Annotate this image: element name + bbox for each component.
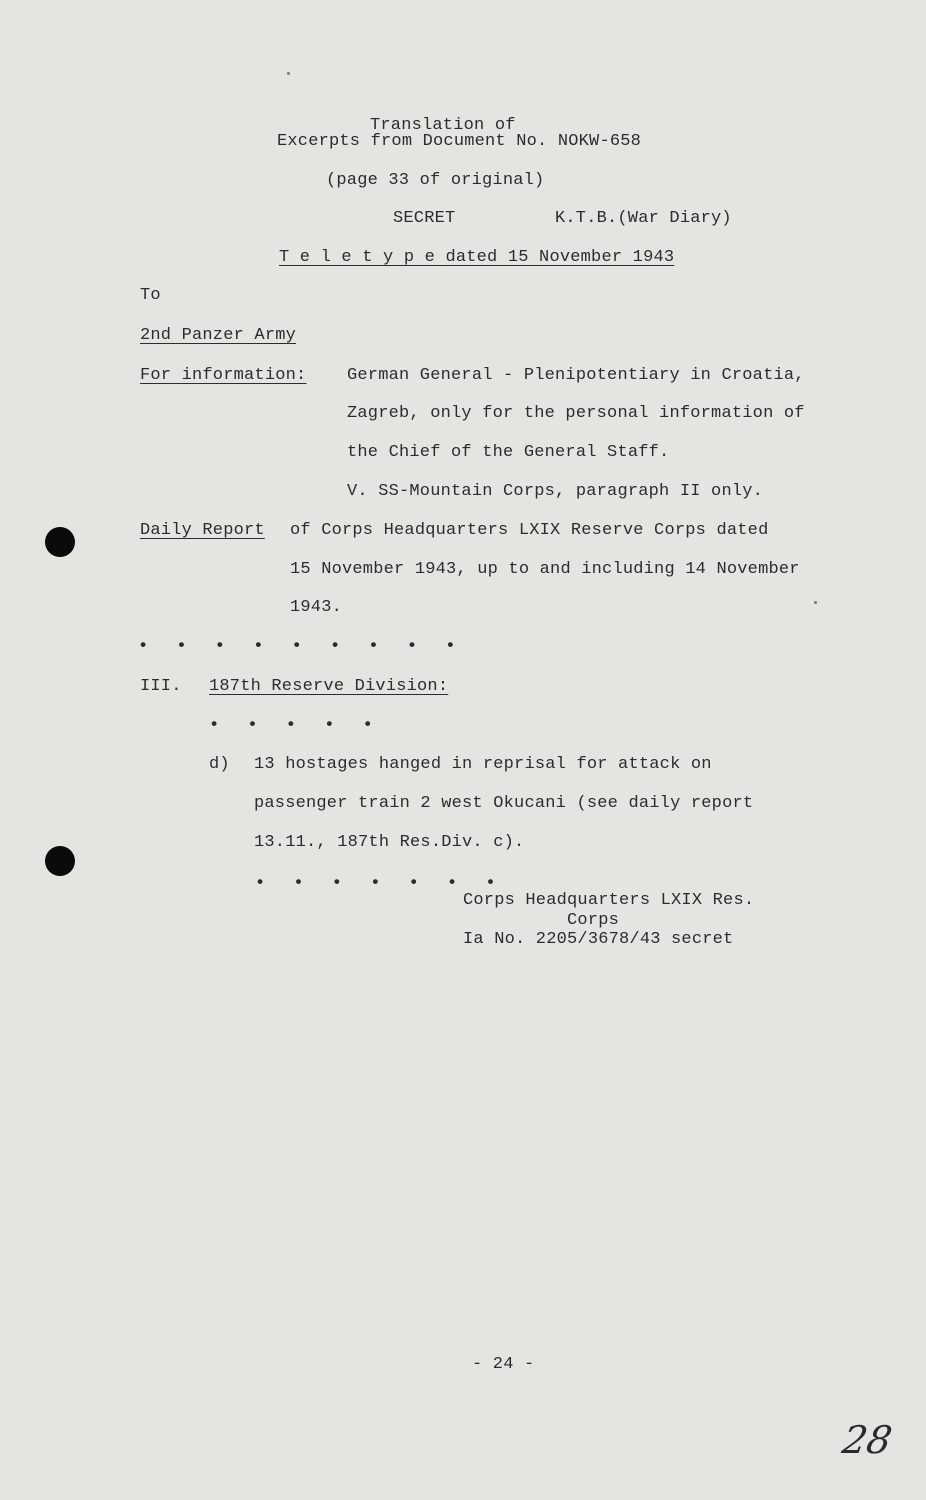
item-line: 13.11., 187th Res.Div. c).	[254, 833, 525, 852]
ellipsis-long: • • • • • • • • •	[138, 637, 465, 656]
info-line: German General - Plenipotentiary in Croatia,	[347, 366, 805, 385]
handwritten-page-number: 28	[839, 1418, 896, 1462]
daily-report-line: 1943.	[290, 598, 343, 617]
recipient: 2nd Panzer Army	[140, 326, 297, 345]
punch-hole-top	[45, 527, 75, 557]
war-diary-label: K.T.B.(War Diary)	[555, 209, 732, 228]
for-information-label: For information:	[140, 366, 307, 385]
item-line: passenger train 2 west Okucani (see daily report	[254, 794, 754, 813]
daily-report-line: of Corps Headquarters LXIX Reserve Corps dated	[290, 521, 769, 540]
heading-translation-of: Translation of	[370, 116, 516, 135]
to-label: To	[140, 286, 161, 305]
section-numeral: III.	[140, 677, 182, 696]
page-reference: (page 33 of original)	[326, 171, 545, 190]
info-line: the Chief of the General Staff.	[347, 443, 670, 462]
signature-line: Corps Headquarters LXIX Res.	[463, 891, 755, 910]
daily-report-label: Daily Report	[140, 521, 265, 540]
teletype-date: dated 15 November 1943	[445, 248, 675, 267]
item-line: 13 hostages hanged in reprisal for attack on	[254, 755, 712, 774]
teletype-word: T e l e t y p e	[279, 248, 436, 267]
ellipsis-short: • • • • •	[209, 716, 382, 735]
daily-report-line: 15 November 1943, up to and including 14 November	[290, 560, 800, 579]
info-line: V. SS-Mountain Corps, paragraph II only.	[347, 482, 764, 501]
item-letter: d)	[209, 755, 230, 774]
classification-secret: SECRET	[393, 209, 456, 228]
reference-number: Ia No. 2205/3678/43 secret	[463, 930, 734, 949]
paper-speck	[287, 72, 290, 75]
section-title: 187th Reserve Division:	[209, 677, 449, 696]
page-number: - 24 -	[472, 1355, 535, 1374]
info-line: Zagreb, only for the personal information of	[347, 404, 805, 423]
ellipsis-medium: • • • • • • •	[255, 874, 505, 893]
punch-hole-bottom	[45, 846, 75, 876]
paper-speck	[814, 601, 817, 604]
teletype-heading	[279, 248, 674, 268]
heading-document-number: Excerpts from Document No. NOKW-658	[277, 132, 642, 151]
signature-line: Corps	[567, 911, 620, 930]
